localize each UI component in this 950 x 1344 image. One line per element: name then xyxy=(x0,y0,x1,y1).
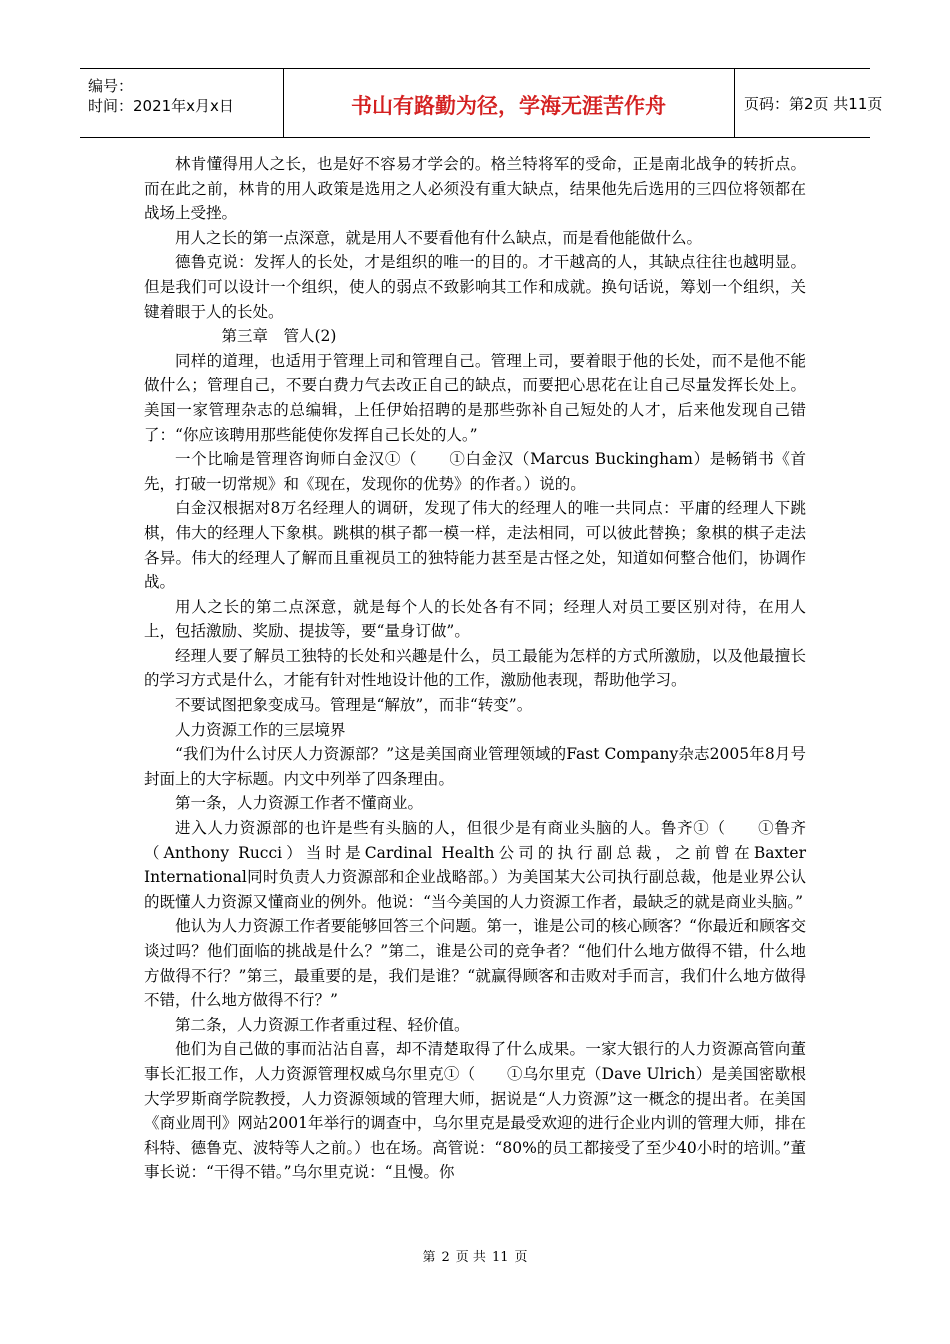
header-page-cell xyxy=(735,69,883,137)
paragraph: 用人之长的第一点深意，就是用人不要看他有什么缺点，而是看他能做什么。 xyxy=(175,228,703,247)
chapter-heading: 第三章 管人(2) xyxy=(221,327,337,346)
footer-total-pages: 11 xyxy=(491,1250,509,1265)
paragraph: 一个比喻是管理咨询师白金汉①（ ①白金汉（Marcus Buckingham）是畅销书《首先，打破一切常规》和《现在，发现你的优势》的作者。）说的。 xyxy=(144,450,806,493)
paragraph: 德鲁克说：发挥人的长处，才是组织的唯一的目的。才干越高的人，其缺点往往也越明显。但是我们可以设计一个组织，使人的弱点不致影响其工作和成就。换句话说，筹划一个组织，关键着眼于人的长处。 xyxy=(144,253,806,321)
paragraph: 白金汉根据对8万名经理人的调研，发现了伟大的经理人的唯一共同点：平庸的经理人下跳棋，伟大的经理人下象棋。跳棋的棋子都一模一样，走法相同，可以彼此替换；象棋的棋子走法各异。伟大的经理人了解而且重视员工的独特能力甚至是古怪之处，知道如何整合他们，协调作战。 xyxy=(144,499,806,592)
section-heading: 人力资源工作的三层境界 xyxy=(175,720,346,739)
paragraph: 不要试图把象变成马。管理是“解放”，而非“转变”。 xyxy=(175,696,533,715)
header-motto-cell xyxy=(283,69,735,137)
page-footer xyxy=(0,1246,950,1265)
paragraph: 第一条，人力资源工作者不懂商业。 xyxy=(175,794,424,813)
footer-page-number: 2 xyxy=(441,1250,450,1265)
footer-suffix: 页 xyxy=(514,1250,528,1265)
paragraph: 林肯懂得用人之长，也是好不容易才学会的。格兰特将军的受命，正是南北战争的转折点。而在此之前，林肯的用人政策是选用之人必须没有重大缺点，结果他先后选用的三四位将领都在战场上受挫。 xyxy=(144,155,806,223)
paragraph: 第二条，人力资源工作者重过程、轻价值。 xyxy=(175,1015,470,1034)
paragraph: 用人之长的第二点深意，就是每个人的长处各有不同；经理人对员工要区别对待，在用人上，包括激励、奖励、提拔等，要“量身订做”。 xyxy=(144,597,806,641)
page-header xyxy=(80,68,883,138)
document-date: 时间：2021年x月x日 xyxy=(88,97,234,115)
header-motto: 书山有路勤为径，学海无涯苦作舟 xyxy=(351,94,666,118)
paragraph: 同样的道理，也适用于管理上司和管理自己。管理上司，要着眼于他的长处，而不是他不能做什么；管理自己，不要白费力气去改正自己的缺点，而要把心思花在让自己尽量发挥长处上。美国一家管理杂志的总编辑，上任伊始招聘的是那些弥补自己短处的人才，后来他发现自己错了：“你应该聘用那些能使你发挥自己长处的人。” xyxy=(144,351,806,444)
paragraph: 经理人要了解员工独特的长处和兴趣是什么，员工最能为怎样的方式所激励，以及他最擅长的学习方式是什么，才能有针对性地设计他的工作，激励他表现，帮助他学习。 xyxy=(144,646,806,690)
paragraph: 他们为自己做的事而沾沾自喜，却不清楚取得了什么成果。一家大银行的人力资源高管向董事长汇报工作，人力资源管理权威乌尔里克①（ ①乌尔里克（Dave Ulrich）是美国密歇根大学罗斯商学院教授，人力资源领域的管理大师，据说是“人力资源”这一概念的提出者。在美国《商业周刊》网站2001年举行的调查中，乌尔里克是最受欢迎的进行企业内训的管理大师，排在科特、德鲁克、波特等人之前。）也在场。高管说：“80%的员工都接受了至少40小时的培训。”董事长说：“干得不错。”乌尔里克说：“且慢。你 xyxy=(144,1040,806,1182)
header-meta-cell xyxy=(80,69,284,137)
paragraph: “我们为什么讨厌人力资源部？”这是美国商业管理领域的Fast Company杂志2005年8月号封面上的大字标题。内文中列举了四条理由。 xyxy=(144,745,806,788)
footer-middle: 页 共 xyxy=(455,1250,486,1265)
paragraph: 他认为人力资源工作者要能够回答三个问题。第一，谁是公司的核心顾客？“你最近和顾客交谈过吗？他们面临的挑战是什么？”第二，谁是公司的竞争者？“他们什么地方做得不错，什么地方做得不行？”第三，最重要的是，我们是谁？“就赢得顾客和击败对手而言，我们什么地方做得不错，什么地方做得不行？” xyxy=(144,917,806,1010)
document-body xyxy=(144,152,806,1185)
footer-prefix: 第 xyxy=(422,1250,436,1265)
document-number-label: 编号： xyxy=(88,77,134,95)
header-page-info: 页码：第2页 共11页 xyxy=(744,95,883,113)
paragraph: 进入人力资源部的也许是些有头脑的人，但很少是有商业头脑的人。鲁齐①（ ①鲁齐（Anthony Rucci）当时是Cardinal Health公司的执行副总裁，之前曾在Baxter International同时负责人力资源部和企业战略部。）为美国某大公司执行副总裁，他是业界公认的既懂人力资源又懂商业的例外。他说：“当今美国的人力资源工作者，最缺乏的就是商业头脑。” xyxy=(144,819,806,911)
